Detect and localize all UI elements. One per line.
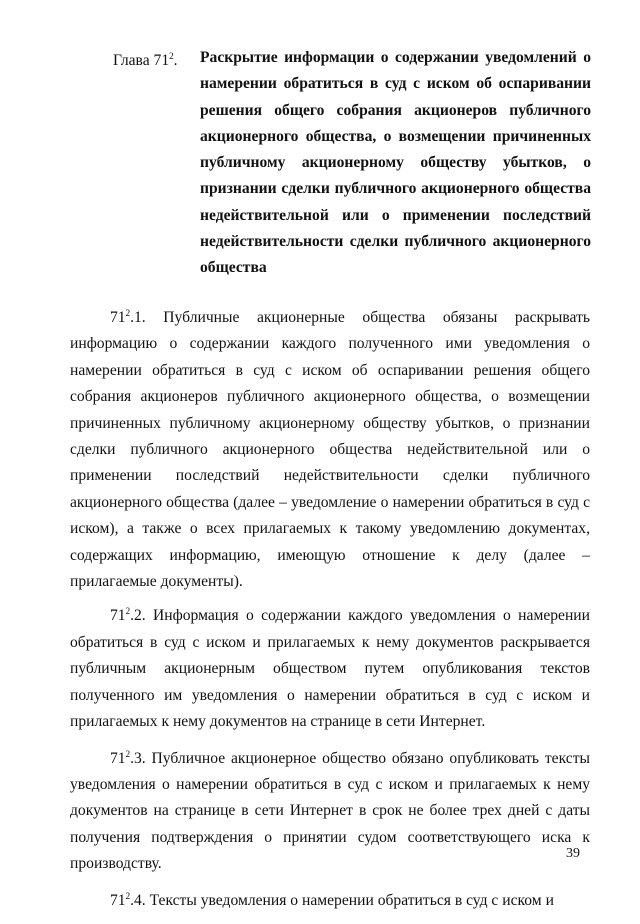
paragraph-71-2-3 bbox=[70, 746, 590, 878]
paragraph-number: $71^2.2$. bbox=[110, 606, 146, 625]
chapter-title: Раскрытие информации о содержании уведомлений о намерении обратиться в суд с иском об оспаривании решения общего собрания акционеров публичного акционерного общества, о возмещении причиненных публичному акционерному обществу убытков, о признании сделки публичного акционерного общества недействительной или о применении последствий недействительности сделки публичного акционерного общества bbox=[200, 49, 591, 277]
chapter-label-text: Глава 71 bbox=[113, 52, 170, 69]
paragraph-71-2-2 bbox=[70, 603, 590, 735]
paragraph-71-2-1 bbox=[70, 305, 590, 595]
chapter-label-superscript: 2 bbox=[169, 51, 174, 61]
body-text bbox=[70, 305, 590, 924]
chapter-label: Глава $71^2$. bbox=[113, 51, 178, 69]
paragraph-text: Публичное акционерное общество обязано опубликовать тексты уведомления о намерении обратиться в суд с иском и прилагаемых к нему документов на странице в сети Интернет в срок не более трех дней с даты получения подтверждения о принятии судом соответствующего иска к производству. bbox=[70, 749, 590, 873]
paragraph-number: $71^2.4$. bbox=[110, 890, 146, 909]
paragraph-text: Информация о содержании каждого уведомления о намерении обратиться в суд с иском и прилагаемых к нему документов раскрывается публичным акционерным обществом путем опубликования текстов полученного им уведомления о намерении обратиться в суд с иском и прилагаемых к нему документов на странице в сети Интернет. bbox=[70, 607, 590, 731]
page-number: 39 bbox=[566, 846, 580, 861]
paragraph-number: $71^2.3$. bbox=[110, 748, 146, 767]
paragraph-text: Публичные акционерные общества обязаны раскрывать информацию о содержании каждого полученного ими уведомления о намерении обратиться в суд с иском об оспаривании решения общего собрания акционеров публичного акционерного общества, о возмещении причиненных публичному акционерному обществу убытков, о признании сделки публичного акционерного общества недействительной или о применении последствий недействительности сделки публичного акционерного общества (далее – уведомление о намерении обратиться в суд с иском), а также о всех прилагаемых к такому уведомлению документах, содержащих информацию, имеющую отношение к делу (далее – прилагаемые документы). bbox=[70, 309, 590, 591]
paragraph-number: $71^2.1$. bbox=[110, 308, 146, 326]
paragraph-71-2-4 bbox=[70, 888, 590, 914]
paragraph-text: Тексты уведомления о намерении обратиться в суд с иском и bbox=[145, 891, 554, 909]
